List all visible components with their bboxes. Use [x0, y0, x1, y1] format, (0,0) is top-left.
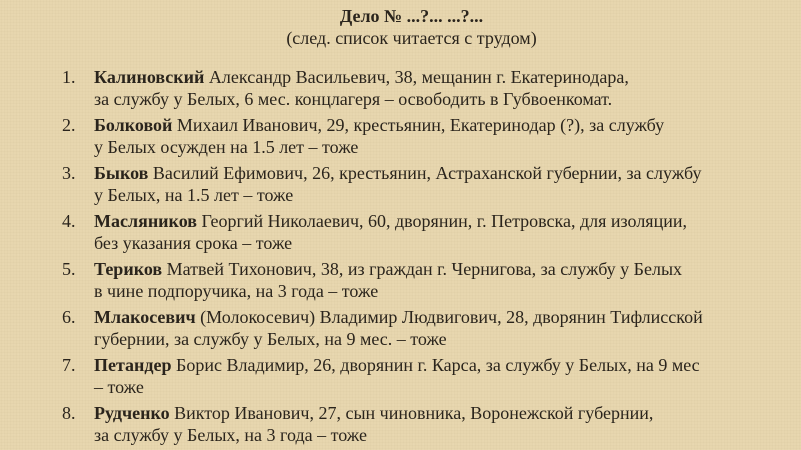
entry-text — [94, 114, 792, 158]
entry-text — [94, 306, 792, 350]
entry-text — [94, 402, 792, 446]
document-header — [22, 0, 801, 49]
list-item — [62, 66, 792, 110]
entry-text — [94, 210, 792, 254]
entry-line1: Александр Васильевич, 38, мещанин г. Екатеринодара, — [204, 67, 629, 87]
entry-line2: губернии, за службу у Белых, на 9 мес. – тоже — [94, 329, 447, 349]
entry-surname: Териков — [94, 259, 163, 279]
list-item — [62, 258, 792, 302]
entry-number: 1. — [62, 67, 76, 87]
list-item — [62, 306, 792, 350]
entry-number: 3. — [62, 163, 76, 183]
entry-line1: (Молокосевич) Владимир Людвигович, 28, дворянин Тифлисской — [195, 307, 703, 327]
entry-text — [94, 258, 792, 302]
entry-number: 7. — [62, 355, 76, 375]
entry-text — [94, 66, 792, 110]
entry-line2: без указания срока – тоже — [94, 233, 293, 253]
list-item — [62, 114, 792, 158]
entry-number: 2. — [62, 115, 76, 135]
entry-line1: Виктор Иванович, 27, сын чиновника, Воронежской губернии, — [169, 403, 654, 423]
entry-line — [94, 162, 792, 184]
entry-surname: Быков — [94, 163, 149, 183]
entry-number: 4. — [62, 211, 76, 231]
entry-surname: Млакосевич — [94, 307, 196, 327]
entry-line1: Михаил Иванович, 29, крестьянин, Екатеринодар (?), за службу — [172, 115, 665, 135]
entry-line2: у Белых, на 1.5 лет – тоже — [94, 185, 294, 205]
entry-text — [94, 354, 792, 398]
entry-line1: Матвей Тихонович, 38, из граждан г. Чернигова, за службу у Белых — [162, 259, 683, 279]
entry-line — [94, 66, 792, 88]
entry-text — [94, 162, 792, 206]
entry-surname: Рудченко — [94, 403, 170, 423]
entry-list — [62, 66, 792, 450]
list-item — [62, 162, 792, 206]
entry-surname: Петандер — [94, 355, 172, 375]
entry-surname: Калиновский — [94, 67, 205, 87]
entry-line2: за службу у Белых, на 3 года – тоже — [94, 425, 367, 445]
entry-number: 5. — [62, 259, 76, 279]
entry-surname: Болковой — [94, 115, 173, 135]
list-item — [62, 354, 792, 398]
entry-line — [94, 114, 792, 136]
entry-line — [94, 306, 792, 328]
entry-number: 8. — [62, 403, 76, 423]
entry-line2: в чине подпоручика, на 3 года – тоже — [94, 281, 379, 301]
list-item — [62, 210, 792, 254]
entry-line — [94, 402, 792, 424]
entry-number: 6. — [62, 307, 76, 327]
entry-line — [94, 258, 792, 280]
entry-line2: за службу у Белых, 6 мес. концлагеря – освободить в Губвоенкомат. — [94, 89, 613, 109]
entry-line1: Георгий Николаевич, 60, дворянин, г. Петровска, для изоляции, — [196, 211, 687, 231]
case-title: Дело № ...?... ...?... — [339, 6, 484, 26]
list-item — [62, 402, 792, 446]
entry-line1: Борис Владимир, 26, дворянин г. Карса, за службу у Белых, на 9 мес — [171, 355, 700, 375]
entry-surname: Масляников — [94, 211, 197, 231]
entry-line1: Василий Ефимович, 26, крестьянин, Астраханской губернии, за службу — [148, 163, 702, 183]
entry-line — [94, 354, 792, 376]
entry-line2: – тоже — [94, 377, 144, 397]
entry-line2: у Белых осужден на 1.5 лет – тоже — [94, 137, 359, 157]
case-note: (след. список читается с трудом) — [286, 28, 537, 48]
entry-line — [94, 210, 792, 232]
